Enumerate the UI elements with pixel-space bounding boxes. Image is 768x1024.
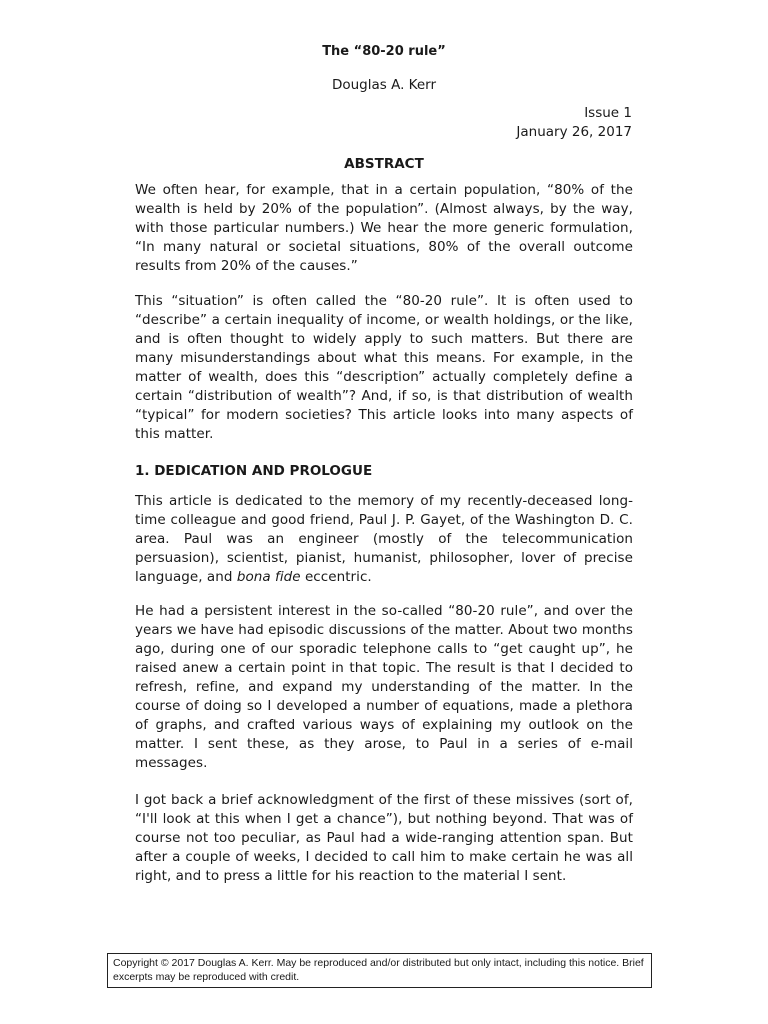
section1-paragraph-2: He had a persistent interest in the so-called “80-20 rule”, and over the years we have had episodic discussions of the matter. About two months ago, during one of our sporadic telephone calls to “get caught up”, he raised anew a certain point in that topic. The result is that I decided to refresh, refine, and expand my understanding of the matter. In the course of doing so I developed a number of equations, made a plethora of graphs, and crafted various ways of explaining my outlook on the matter. I sent these, as they arose, to Paul in a series of e-mail messages.	[135, 603, 633, 771]
abstract-paragraph-1: We often hear, for example, that in a certain population, “80% of the wealth is held by 20% of the population”. (Almost always, by the way, with those particular numbers.) We hear the more generic formulation, “In many natural or societal situations, 80% of the overall outcome results from 20% of the causes.”	[135, 182, 633, 274]
section1-paragraph-1	[135, 492, 633, 587]
document-author: Douglas A. Kerr	[331, 77, 437, 93]
section-heading-dedication: 1. DEDICATION AND PROLOGUE	[135, 463, 373, 479]
issue-number: Issue 1	[584, 105, 632, 121]
document-title: The “80-20 rule”	[322, 44, 446, 59]
issue-date: January 26, 2017	[516, 124, 632, 140]
copyright-notice: Copyright © 2017 Douglas A. Kerr. May be reproduced and/or distributed but only intact, including this notice. Brief excerpts may be reproduced with credit.	[107, 953, 652, 988]
section1-paragraph-1-text-a: This article is dedicated to the memory of my recently-deceased long-time colleague and good friend, Paul J. P. Gayet, of the Washington D. C. area. Paul was an engineer (mostly of the telecommunication persuasion), scientist, pianist, humanist, philosopher, lover of precise language, and	[135, 493, 633, 585]
section1-paragraph-3: I got back a brief acknowledgment of the first of these missives (sort of, “I'll look at this when I get a chance”), but nothing beyond. That was of course not too peculiar, as Paul had a wide-ranging attention span. But after a couple of weeks, I decided to call him to make certain he was all right, and to press a little for his reaction to the material I sent.	[135, 792, 633, 884]
section1-paragraph-1-text-b: eccentric.	[300, 569, 372, 585]
abstract-heading: ABSTRACT	[344, 156, 424, 172]
issue-block	[516, 104, 632, 142]
section1-paragraph-1-italic: bona fide	[236, 569, 301, 585]
abstract-paragraph-2: This “situation” is often called the “80-20 rule”. It is often used to “describe” a certain inequality of income, or wealth holdings, or the like, and is often thought to widely apply to such matters. But there are many misunderstandings about what this means. For example, in the matter of wealth, does this “description” actually completely define a certain “distribution of wealth”? And, if so, is that distribution of wealth “typical” for modern societies? This article looks into many aspects of this matter.	[135, 293, 633, 442]
